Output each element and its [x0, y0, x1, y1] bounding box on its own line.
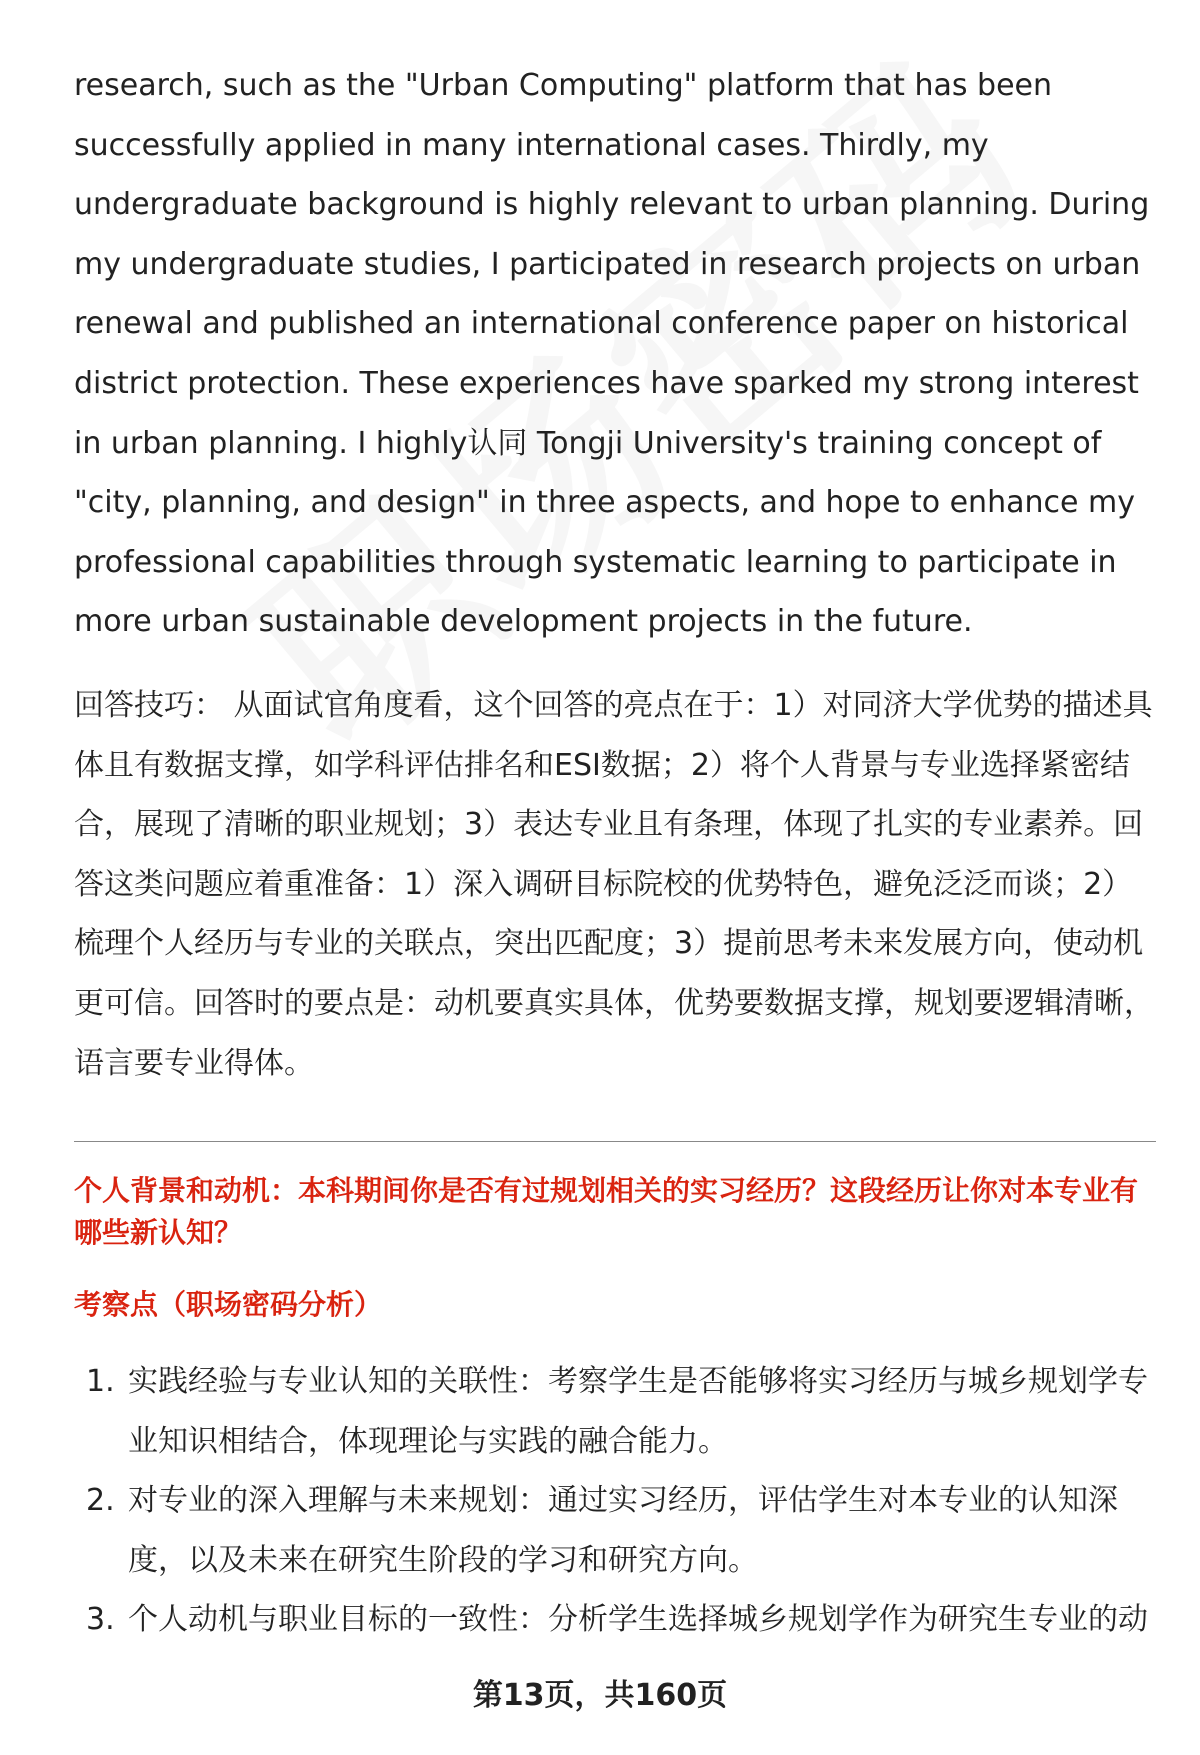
section-divider	[74, 1141, 1156, 1142]
interview-question: 个人背景和动机：本科期间你是否有过规划相关的实习经历？这段经历让你对本专业有哪些新认知？	[74, 1174, 1139, 1250]
list-item-number: 3.	[86, 1602, 115, 1638]
page-content	[74, 56, 1154, 1650]
list-item-text: 对专业的深入理解与未来规划：通过实习经历，评估学生对本专业的认知深度，以及未来在研究生阶段的学习和研究方向。	[128, 1483, 1118, 1578]
list-item-text: 实践经验与专业认知的关联性：考察学生是否能够将实习经历与城乡规划学专业知识相结合，体现理论与实践的融合能力。	[128, 1364, 1148, 1459]
list-item	[74, 1352, 1154, 1471]
assessment-points-list	[74, 1352, 1154, 1650]
section-heading: 考察点（职场密码分析）	[74, 1288, 383, 1322]
list-item-number: 1.	[86, 1364, 115, 1400]
list-item	[74, 1590, 1154, 1650]
answer-tip-paragraph: 回答技巧： 从面试官角度看，这个回答的亮点在于：1）对同济大学优势的描述具体且有数据支撑，如学科评估排名和ESI数据；2）将个人背景与专业选择紧密结合，展现了清晰的职业规划；3）表达专业且有条理，体现了扎实的专业素养。回答这类问题应着重准备：1）深入调研目标院校的优势特色，避免泛泛而谈；2）梳理个人经历与专业的关联点，突出匹配度；3）提前思考未来发展方向，使动机更可信。回答时的要点是：动机要真实具体，优势要数据支撑，规划要逻辑清晰，语言要专业得体。	[74, 687, 1154, 1081]
body-paragraph-english: research, such as the "Urban Computing" platform that has been successfully applied in many international cases. Thirdly, my undergraduate background is highly relevant to urban planning. During my undergraduate studies, I participated in research projects on urban renewal and published an international conference paper on historical district protection. These experiences have sparked my strong interest in urban planning. I highly认同 Tongji University's training concept of "city, planning, and design" in three aspects, and hope to enhance my professional capabilities through systematic learning to participate in more urban sustainable development projects in the future.	[74, 68, 1150, 640]
list-item-text: 个人动机与职业目标的一致性：分析学生选择城乡规划学作为研究生专业的动	[128, 1602, 1148, 1638]
list-item	[74, 1471, 1154, 1590]
list-item-number: 2.	[86, 1483, 115, 1519]
page-number-footer: 第13页，共160页	[472, 1678, 728, 1713]
